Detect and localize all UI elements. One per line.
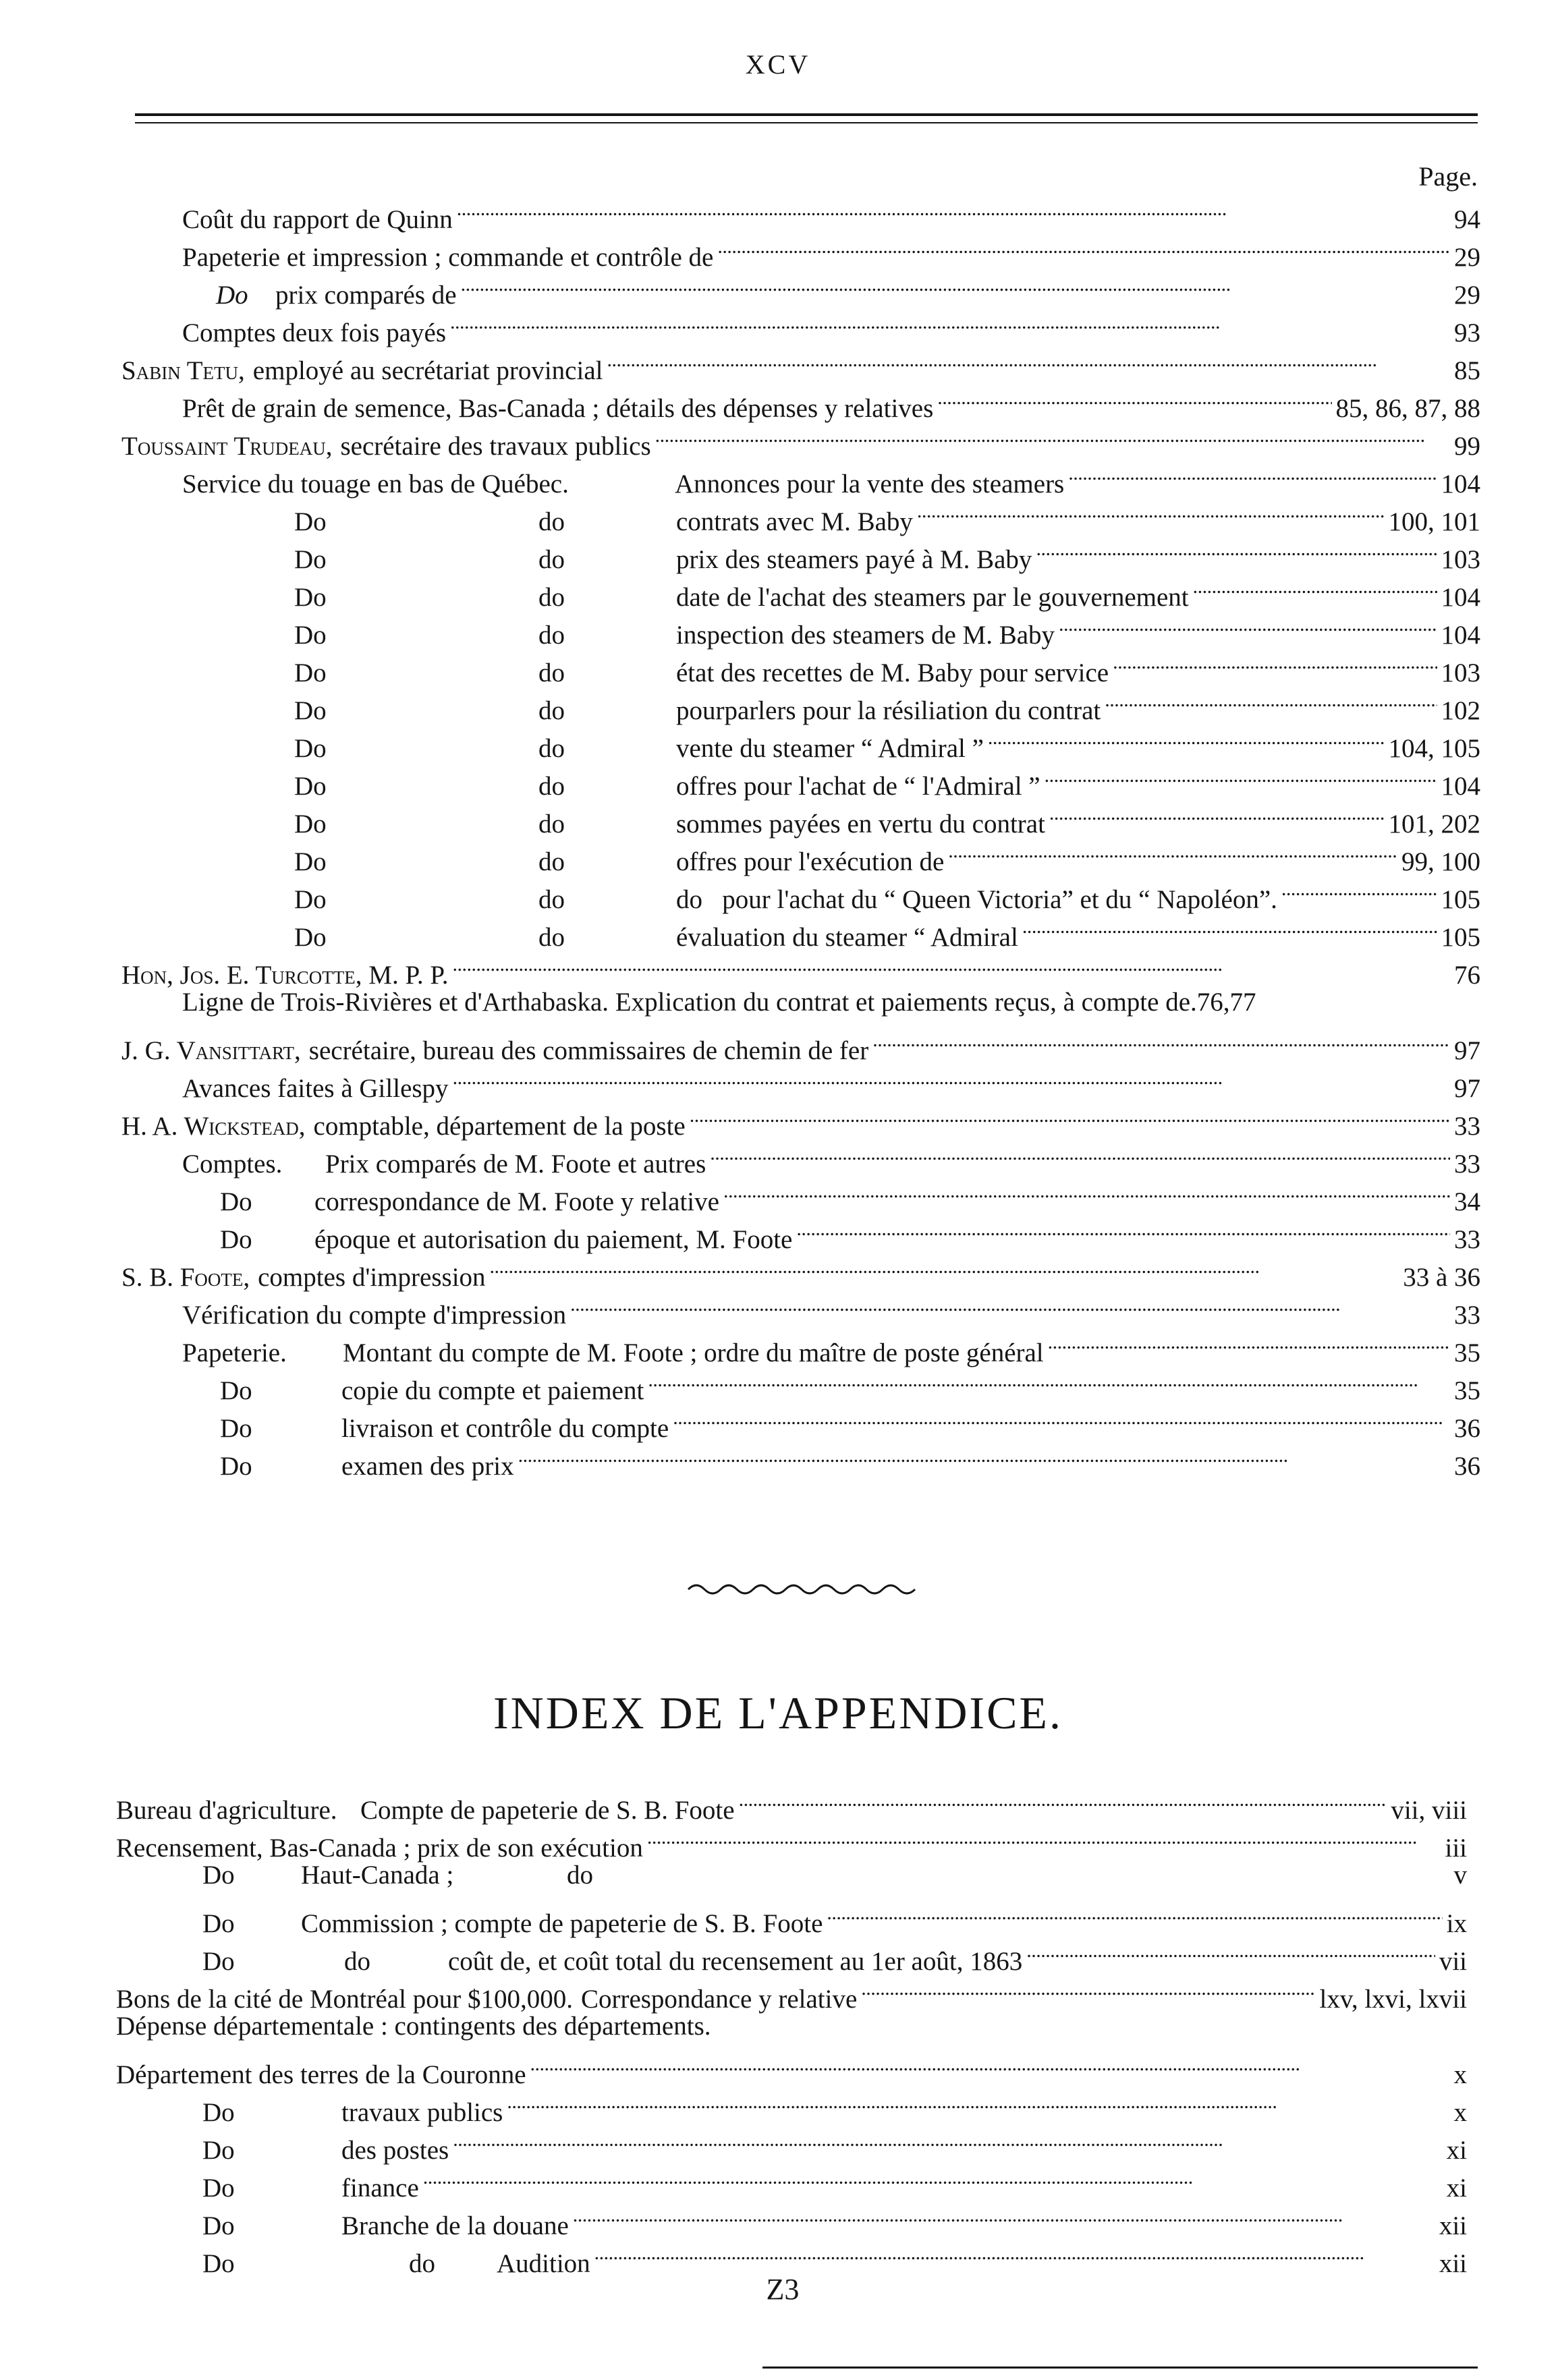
- index-entry: Do do inspection des steamers de M. Baby . . . 104: [294, 606, 1480, 644]
- appendix-entry: Bons de la cité de Montréal pour $100,000. Correspondance y relative . . . lxv, lxvi, lxvii: [116, 1970, 1467, 2008]
- index-entry: Do livraison et contrôle du compte . . . 36: [220, 1399, 1480, 1437]
- index-entry: Prêt de grain de semence, Bas-Canada ; détails des dépenses y relatives . . . 85, 86, 87, 88: [182, 379, 1480, 417]
- index-entry: Do copie du compte et paiement . . . 35: [220, 1361, 1480, 1399]
- index-entry: Do do prix des steamers payé à M. Baby . . . 103: [294, 530, 1480, 568]
- index-entry: J. G. Vansittart, secrétaire, bureau des commissaires de chemin de fer . . . 97: [121, 1021, 1480, 1059]
- appendix-entry: Recensement, Bas-Canada ; prix de son exécution . . . iii: [116, 1819, 1467, 1857]
- header-rule-thick: [135, 113, 1478, 116]
- index-entry: Comptes deux fois payés . . . 93: [182, 304, 1480, 341]
- index-entry: Do do vente du steamer “ Admiral ” . . . 104, 105: [294, 719, 1480, 757]
- index-entry: Vérification du compte d'impression . . . 33: [182, 1286, 1480, 1324]
- bottom-rule: [762, 2367, 1478, 2369]
- index-entry: Do do do pour l'achat du “ Queen Victoria” et du “ Napoléon”. . . . 105: [294, 870, 1480, 908]
- index-entry: Service du touage en bas de Québec. Annonces pour la vente des steamers . . . 104: [182, 455, 1480, 492]
- index-entry: Avances faites à Gillespy . . . 97: [182, 1059, 1480, 1097]
- appendix-entry: Département des terres de la Couronne . . . x: [116, 2045, 1467, 2083]
- index-entry: Do époque et autorisation du paiement, M. Foote . . . 33: [220, 1210, 1480, 1248]
- index-entry: Papeterie et impression ; commande et contrôle de . . . 29: [182, 228, 1480, 266]
- page-column-label: Page.: [1418, 161, 1478, 192]
- index-entry: Sabin Tetu, employé au secrétariat provincial . . . 85: [121, 341, 1480, 379]
- appendix-entry: Do do Audition . . . xii: [202, 2234, 1467, 2272]
- appendix-entry: Do Haut-Canada ; do v: [202, 1861, 1467, 1890]
- appendix-entry: Do do coût de, et coût total du recensement au 1er août, 1863 . . . vii: [202, 1932, 1467, 1970]
- index-entry: Do do contrats avec M. Baby . . . 100, 101: [294, 492, 1480, 530]
- header-rule-thin: [135, 122, 1478, 123]
- index-entry: Do do évaluation du steamer “ Admiral . . . 105: [294, 908, 1480, 946]
- signature-mark: Z3: [766, 2273, 800, 2306]
- appendix-entry: Do Commission ; compte de papeterie de S. B. Foote . . . ix: [202, 1894, 1467, 1932]
- index-entry: Do examen des prix . . . 36: [220, 1437, 1480, 1475]
- index-entry: H. A. Wickstead, comptable, département de la poste . . . 33: [121, 1097, 1480, 1135]
- appendix-entry: Do des postes . . . xi: [202, 2121, 1467, 2159]
- index-entry: Do do état des recettes de M. Baby pour service . . . 103: [294, 644, 1480, 681]
- appendix-entry: Do travaux publics . . . x: [202, 2083, 1467, 2121]
- index-entry: Do prix comparés de . . . 29: [216, 266, 1480, 304]
- index-entry: Do do offres pour l'exécution de . . . 99, 100: [294, 832, 1480, 870]
- appendix-index-title: INDEX DE L'APPENDICE.: [493, 1687, 1063, 1738]
- ornamental-divider: [686, 1580, 928, 1596]
- page-number: XCV: [745, 49, 811, 80]
- index-entry: Do do pourparlers pour la résiliation du contrat . . . 102: [294, 681, 1480, 719]
- index-entry: Do do sommes payées en vertu du contrat . . . 101, 202: [294, 795, 1480, 832]
- index-entry: Comptes. Prix comparés de M. Foote et autres . . . 33: [182, 1135, 1480, 1172]
- index-entry: Coût du rapport de Quinn . . . 94: [182, 190, 1480, 228]
- index-entry: Do do date de l'achat des steamers par le gouvernement . . . 104: [294, 568, 1480, 606]
- index-entry: Do correspondance de M. Foote y relative . . . 34: [220, 1172, 1480, 1210]
- index-entry: Papeterie. Montant du compte de M. Foote ; ordre du maître de poste général . . . 35: [182, 1324, 1480, 1361]
- index-entry: Toussaint Trudeau, secrétaire des travaux publics . . . 99: [121, 417, 1480, 455]
- appendix-entry: Do finance . . . xi: [202, 2159, 1467, 2197]
- index-entry: Hon, Jos. E. Turcotte, M. P. P. . . . 76: [121, 946, 1480, 984]
- appendix-entry: Dépense départementale : contingents des départements.: [116, 2012, 711, 2041]
- appendix-entry: Do Branche de la douane . . . xii: [202, 2197, 1467, 2234]
- index-entry: Do do offres pour l'achat de “ l'Admiral ” . . . 104: [294, 757, 1480, 795]
- index-entry: S. B. Foote, comptes d'impression . . . 33 à 36: [121, 1248, 1480, 1286]
- appendix-entry: Bureau d'agriculture. Compte de papeterie de S. B. Foote . . . vii, viii: [116, 1781, 1467, 1819]
- index-entry: Ligne de Trois-Rivières et d'Arthabaska. Explication du contrat et paiements reçus, à compte de. 76,77: [182, 988, 1256, 1017]
